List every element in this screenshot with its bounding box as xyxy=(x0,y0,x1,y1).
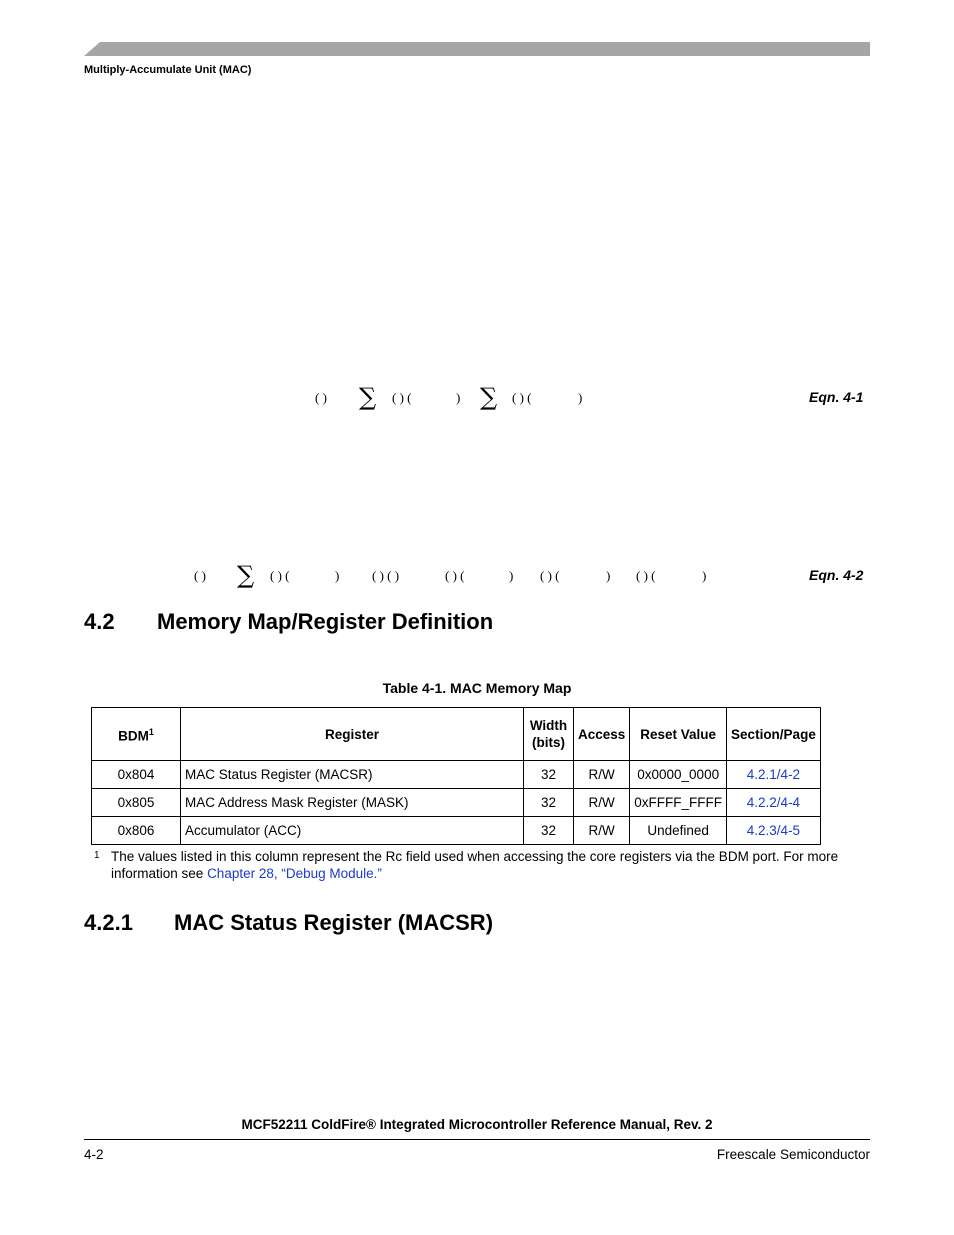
eqn-fragment: ) xyxy=(335,568,340,583)
cell-register: MAC Status Register (MACSR) xyxy=(181,761,524,789)
eqn-fragment: ( ) ( ) xyxy=(372,568,400,583)
table-header-row xyxy=(92,708,821,761)
header-bdm: BDM$^1$ xyxy=(92,708,181,761)
equation-4-1 xyxy=(0,383,954,419)
header-bar xyxy=(84,42,870,56)
eqn-fragment: ) xyxy=(509,568,514,583)
section-number: 4.2 xyxy=(84,609,115,634)
cell-bdm: 0x805 xyxy=(92,789,181,817)
cell-access: R/W xyxy=(574,817,630,845)
company-name: Freescale Semiconductor xyxy=(716,1147,870,1162)
table-row xyxy=(92,761,821,789)
eqn-fragment: ) xyxy=(578,390,583,405)
section-heading-4-2 xyxy=(84,609,494,635)
footnote-mark: 1 xyxy=(94,850,100,861)
section-heading-4-2-1 xyxy=(84,910,494,936)
equation-label: Eqn. 4-2 xyxy=(809,567,864,583)
cell-access: R/W xyxy=(574,789,630,817)
equation-4-2 xyxy=(0,561,954,597)
eqn-fragment: ( ) ( xyxy=(512,390,532,405)
page-number: 4-2 xyxy=(84,1147,104,1162)
sigma-symbol: ∑ xyxy=(237,561,255,589)
eqn-fragment: ) xyxy=(606,568,611,583)
sigma-symbol: ∑ xyxy=(359,383,377,411)
cell-register: MAC Address Mask Register (MASK) xyxy=(181,789,524,817)
footer-rule xyxy=(84,1139,870,1140)
eqn-fragment: ( ) ( xyxy=(445,568,465,583)
eqn-fragment: ( ) xyxy=(315,390,327,405)
table-row xyxy=(92,789,821,817)
eqn-fragment: ) xyxy=(456,390,461,405)
table-caption: Table 4-1. MAC Memory Map xyxy=(382,680,572,696)
header-section-page: Section/Page xyxy=(727,708,821,761)
header-access: Access xyxy=(574,708,630,761)
cell-width: 32 xyxy=(524,817,574,845)
footnote-text: The values listed in this column represent the Rc field used when accessing the core registers via the BDM port. For more information see xyxy=(111,849,839,881)
cell-register: Accumulator (ACC) xyxy=(181,817,524,845)
section-page-link[interactable]: 4.2.1/4-2 xyxy=(746,767,801,782)
eqn-fragment: ( ) ( xyxy=(270,568,290,583)
cell-width: 32 xyxy=(524,761,574,789)
footer-title: MCF52211 ColdFire® Integrated Microcontroller Reference Manual, Rev. 2 xyxy=(241,1117,713,1132)
memory-map-table xyxy=(91,707,821,845)
equation-label: Eqn. 4-1 xyxy=(809,389,864,405)
sigma-symbol: ∑ xyxy=(480,383,498,411)
table-row xyxy=(92,817,821,845)
section-title: MAC Status Register (MACSR) xyxy=(174,910,494,935)
header-register: Register xyxy=(181,708,524,761)
footnote-ref: 1 xyxy=(148,726,154,737)
eqn-fragment: ( ) ( xyxy=(636,568,656,583)
section-page-link[interactable]: 4.2.3/4-5 xyxy=(746,823,801,838)
cell-reset: 0x0000_0000 xyxy=(630,761,727,789)
section-page-link[interactable]: 4.2.2/4-4 xyxy=(746,795,801,810)
chapter-28-link[interactable]: Chapter 28, “Debug Module.” xyxy=(207,866,382,881)
cell-bdm: 0x804 xyxy=(92,761,181,789)
cell-width: 32 xyxy=(524,789,574,817)
cell-reset: 0xFFFF_FFFF xyxy=(630,789,727,817)
eqn-fragment: ( ) ( xyxy=(540,568,560,583)
eqn-fragment: ( ) xyxy=(194,568,206,583)
section-number: 4.2.1 xyxy=(84,910,133,935)
cell-bdm: 0x806 xyxy=(92,817,181,845)
eqn-fragment: ( ) ( xyxy=(392,390,412,405)
cell-reset: Undefined xyxy=(630,817,727,845)
section-title: Memory Map/Register Definition xyxy=(157,609,494,634)
cell-access: R/W xyxy=(574,761,630,789)
eqn-fragment: ) xyxy=(702,568,707,583)
header-width: Width (bits) xyxy=(524,708,574,761)
header-reset-value: Reset Value xyxy=(630,708,727,761)
running-head: Multiply-Accumulate Unit (MAC) xyxy=(84,64,252,76)
